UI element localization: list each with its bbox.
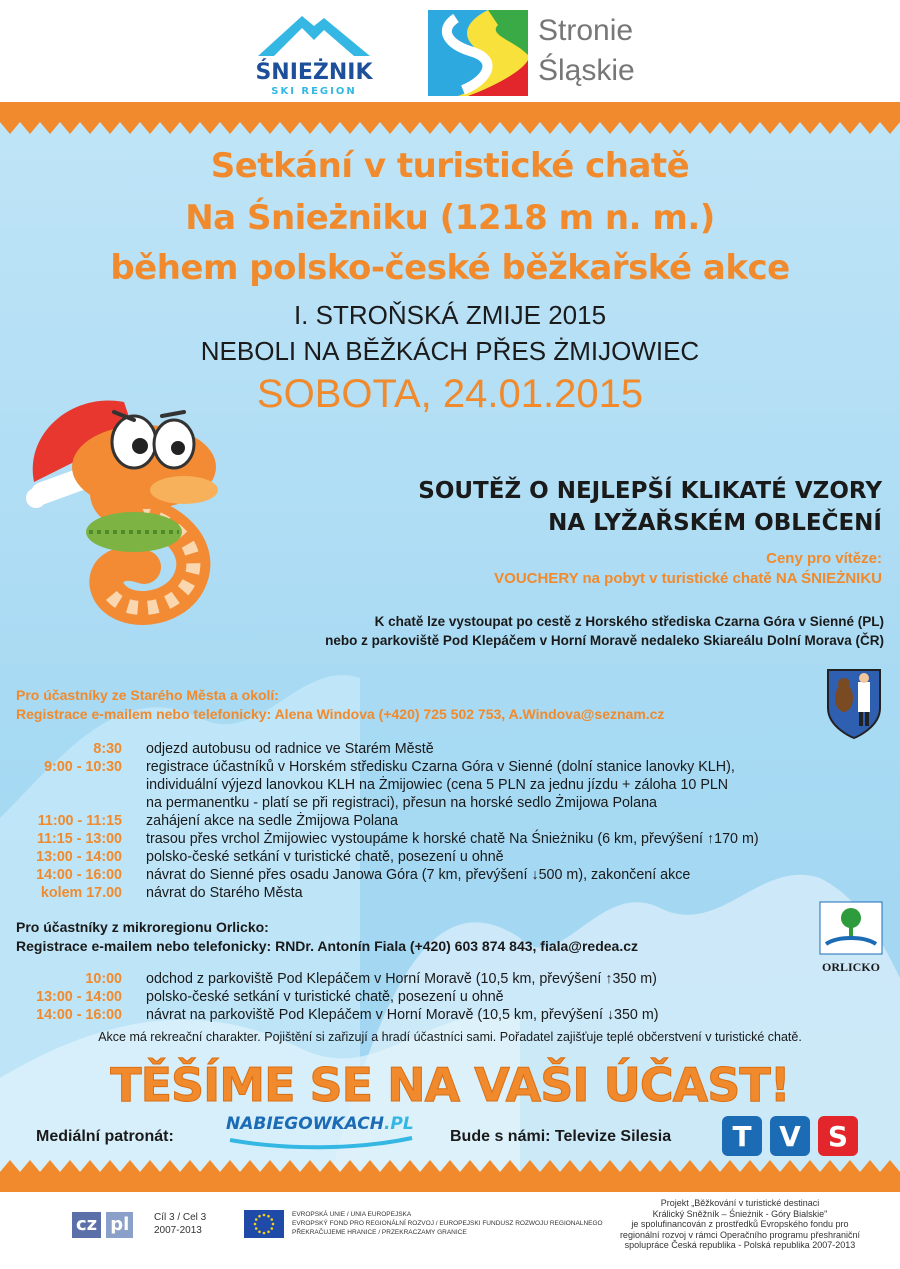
- group2-title: Pro účastníky z mikroregionu Orlicko:: [16, 919, 269, 935]
- event-date: SOBOTA, 24.01.2015: [256, 372, 644, 416]
- project-line: spolupráce Česká republika - Polská republika 2007-2013: [624, 1240, 856, 1250]
- schedule-row: [0, 988, 900, 1006]
- schedule-row: [0, 866, 900, 884]
- snieznik-subtitle: SKI REGION: [271, 86, 357, 97]
- media-patron-label: Mediální patronát:: [36, 1128, 174, 1145]
- schedule-row: [0, 970, 900, 988]
- eu-star: [254, 1223, 257, 1226]
- schedule-time: 11:15 - 13:00: [36, 831, 122, 847]
- schedule-time: 9:00 - 10:30: [44, 759, 122, 775]
- contest-line2: NA LYŽAŘSKÉM OBLEČENÍ: [548, 510, 882, 536]
- schedule-time: 10:00: [85, 971, 122, 987]
- nabiegowkach-part3: .PL: [383, 1114, 414, 1134]
- schedule-description: [122, 812, 398, 830]
- access-line1: K chatě lze vystoupat po cestě z Horského střediska Czarna Góra v Sienné (PL): [374, 614, 884, 629]
- prize-label: Ceny pro vítěze:: [766, 550, 882, 567]
- snieznik-logo: [250, 10, 378, 102]
- schedule-row: [0, 740, 900, 758]
- project-line: Králický Sněžník – Śnieżnik - Góry Bialskie": [652, 1208, 828, 1219]
- bottom-zigzag-border: [0, 1158, 900, 1192]
- schedule-row: [0, 848, 900, 866]
- stronie-line2: Śląskie: [538, 54, 635, 87]
- project-line: je spolufinancován z prostředků Evropského fondu pro: [631, 1219, 849, 1229]
- group1-schedule: [0, 740, 900, 902]
- schedule-row: [0, 884, 900, 902]
- eu-star: [272, 1223, 275, 1226]
- event-subtitle: NEBOLI NA BĚŽKÁCH PŘES ŻMIJOWIEC: [200, 336, 700, 366]
- eu-star: [263, 1232, 266, 1235]
- tvs-logo-v: V: [770, 1116, 810, 1156]
- contest-line1: SOUTĚŽ O NEJLEPŠÍ KLIKATÉ VZORY: [418, 478, 882, 504]
- eu-line3: PŘEKRAČUJEME HRANICE / PRZEKRACZAMY GRANICE: [292, 1229, 467, 1236]
- cil-line2: 2007-2013: [154, 1225, 202, 1236]
- schedule-line: zahájení akce na sedle Żmijowa Polana: [146, 813, 398, 829]
- schedule-line: návrat do Sienné přes osadu Janowa Góra (7 km, převýšení ↓500 m), zakončení akce: [146, 867, 691, 883]
- schedule-description: [122, 1006, 659, 1024]
- schedule-time: 13:00 - 14:00: [36, 989, 122, 1005]
- schedule-line: trasou přes vrchol Żmijowiec vystoupáme k horské chatě Na Śnieżniku (6 km, převýšení ↑170 m): [146, 831, 759, 847]
- schedule-description: [122, 758, 735, 812]
- schedule-description: [122, 830, 759, 848]
- eu-flag-icon: [244, 1210, 284, 1238]
- tvs-logo-t: T: [722, 1116, 762, 1156]
- group1-registration: Registrace e-mailem nebo telefonicky: Alena Windova (+420) 725 502 753, A.Windova@seznam.cz: [16, 706, 665, 722]
- schedule-line: individuální výjezd lanovkou KLH na Żmijowiec (cena 5 PLN za jednu jízdu + záloha 10 PLN: [146, 777, 729, 793]
- eu-star: [255, 1218, 258, 1221]
- disclaimer-note: Akce má rekreační charakter. Pojištění si zařizují a hradí účastníci sami. Pořadatel zajišťuje teplé občerstvení v turistické chatě.: [98, 1030, 802, 1044]
- schedule-line: polsko-české setkání v turistické chatě, posezení u ohně: [146, 849, 504, 865]
- schedule-time: 14:00 - 16:00: [36, 1007, 122, 1023]
- eu-star: [267, 1230, 270, 1233]
- stronie-line1: Stronie: [538, 14, 634, 47]
- eu-star: [255, 1227, 258, 1230]
- eu-star: [270, 1227, 273, 1230]
- headline-line2: Na Śnieżniku (1218 m n. m.): [185, 198, 715, 238]
- eu-star: [270, 1218, 273, 1221]
- stronie-logo: [428, 10, 658, 96]
- nabiegowkach-part2: BIEGOWKACH: [253, 1114, 384, 1134]
- eu-star: [263, 1214, 266, 1217]
- eu-line2: EVROPSKÝ FOND PRO REGIONÁLNÍ ROZVOJ / EUROPEJSKI FUNDUSZ ROZWOJU REGIONALNEGO: [292, 1220, 603, 1227]
- schedule-time: 13:00 - 14:00: [36, 849, 122, 865]
- czpl-cz: cz: [72, 1212, 101, 1238]
- cil-line1: Cíl 3 / Cel 3: [154, 1212, 207, 1223]
- project-line: regionální rozvoj v rámci Operačního programu přeshraniční: [619, 1229, 861, 1240]
- eu-star: [267, 1215, 270, 1218]
- schedule-row: [0, 812, 900, 830]
- project-info: [592, 1198, 888, 1251]
- snieznik-title: ŚNIEŻNIK: [255, 60, 373, 85]
- schedule-row: [0, 758, 900, 812]
- schedule-description: [122, 740, 434, 758]
- schedule-description: [122, 866, 690, 884]
- tv-partner-label: Bude s námi: Televize Silesia: [450, 1128, 672, 1145]
- orlicko-label: ORLICKO: [821, 960, 880, 974]
- prize-text: VOUCHERY na pobyt v turistické chatě NA ŚNIEŻNIKU: [494, 570, 882, 587]
- swoosh-icon: [226, 1136, 416, 1154]
- czpl-logo: [72, 1212, 238, 1240]
- event-name: I. STROŇSKÁ ZMIJE 2015: [293, 300, 607, 330]
- group1-title: Pro účastníky ze Starého Města a okolí:: [16, 687, 279, 703]
- mountain-icon: [250, 10, 378, 60]
- access-line2: nebo z parkoviště Pod Klepáčem v Horní Moravě nedaleko Skiareálu Dolní Morava (ČR): [325, 633, 884, 648]
- schedule-time: kolem 17.00: [40, 885, 122, 901]
- schedule-description: [122, 970, 657, 988]
- access-info: [325, 612, 884, 650]
- nabiegowkach-part1: NA: [226, 1114, 254, 1134]
- call-to-action: TĚŠÍME SE NA VAŠI ÚČAST!: [110, 1058, 790, 1112]
- eu-text: [292, 1210, 603, 1237]
- schedule-line: odchod z parkoviště Pod Klepáčem v Horní Moravě (10,5 km, převýšení ↑350 m): [146, 971, 657, 987]
- schedule-description: [122, 884, 303, 902]
- group2-schedule: [0, 970, 900, 1024]
- eu-star: [258, 1230, 261, 1233]
- czpl-pl: pl: [106, 1212, 133, 1238]
- tree-icon: [818, 900, 884, 956]
- schedule-time: 11:00 - 11:15: [37, 813, 122, 829]
- eu-star: [258, 1215, 261, 1218]
- tvs-logo-s: S: [818, 1116, 858, 1156]
- schedule-line: registrace účastníků v Horském středisku Czarna Góra v Sienné (dolní stanice lanovky KLH),: [146, 759, 735, 775]
- schedule-line: návrat do Starého Města: [146, 885, 303, 901]
- schedule-time: 14:00 - 16:00: [36, 867, 122, 883]
- schedule-time: 8:30: [93, 741, 122, 757]
- headline-line3: během polsko-české běžkařské akce: [110, 248, 790, 288]
- stronie-emblem-icon: [428, 10, 528, 96]
- nabiegowkach-logo: [226, 1114, 416, 1154]
- schedule-line: návrat na parkoviště Pod Klepáčem v Horní Moravě (10,5 km, převýšení ↓350 m): [146, 1007, 659, 1023]
- schedule-row: [0, 1006, 900, 1024]
- orlicko-logo: [818, 900, 884, 978]
- headline-line1: Setkání v turistické chatě: [210, 146, 690, 186]
- schedule-row: [0, 830, 900, 848]
- eu-line1: EVROPSKÁ UNIE / UNIA EUROPEJSKA: [292, 1211, 412, 1218]
- project-line: Projekt „Běžkování v turistické destinaci: [660, 1198, 820, 1208]
- schedule-line: na permanentku - platí se při registraci), přesun na horské sedlo Żmijowa Polana: [146, 795, 657, 811]
- top-zigzag-border: [0, 102, 900, 136]
- schedule-description: [122, 988, 504, 1006]
- coat-of-arms-icon: [826, 668, 882, 740]
- schedule-description: [122, 848, 504, 866]
- group2-registration: Registrace e-mailem nebo telefonicky: RNDr. Antonín Fiala (+420) 603 874 843, fiala@redea.cz: [16, 938, 638, 954]
- schedule-line: odjezd autobusu od radnice ve Starém Městě: [146, 741, 434, 757]
- schedule-line: polsko-české setkání v turistické chatě, posezení u ohně: [146, 989, 504, 1005]
- snake-mascot-icon: [14, 372, 224, 632]
